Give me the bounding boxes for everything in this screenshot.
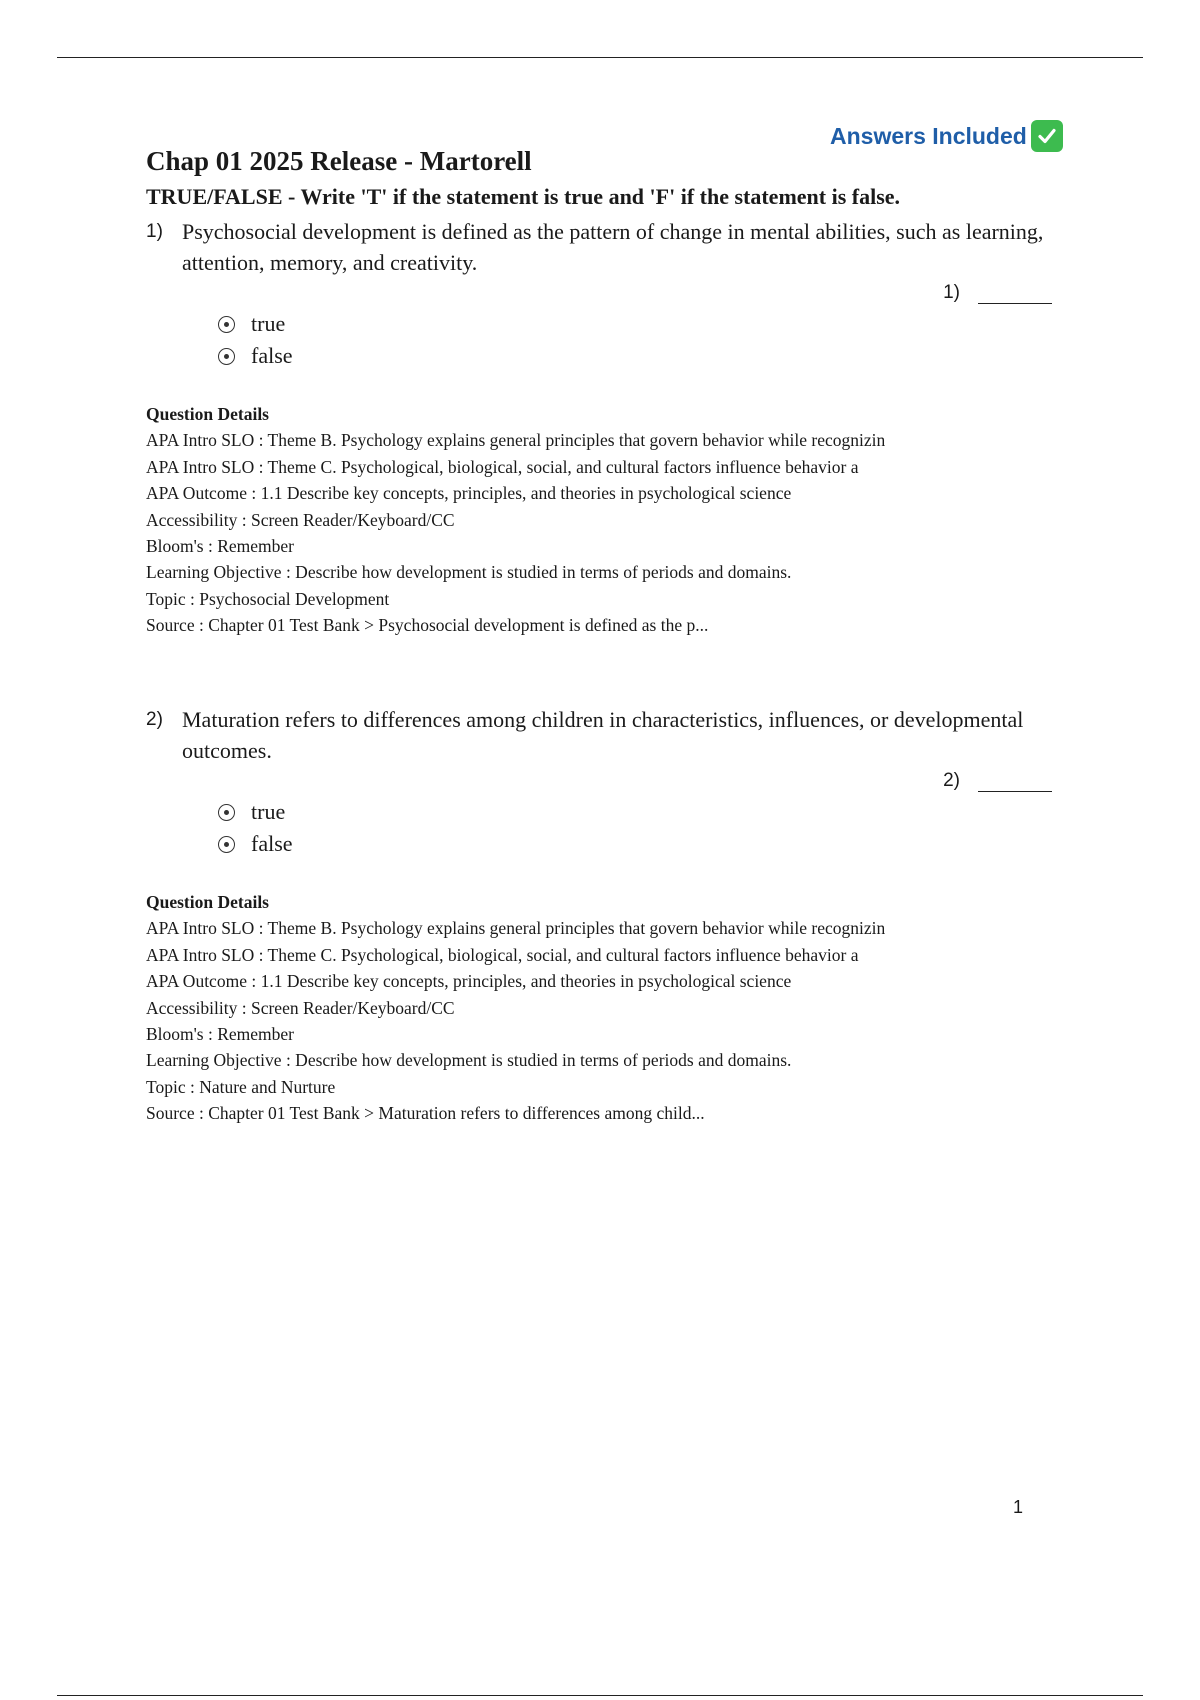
details-learning-objective: Learning Objective : Describe how development is studied in terms of periods and domains. xyxy=(146,562,792,583)
details-accessibility: Accessibility : Screen Reader/Keyboard/CC xyxy=(146,509,455,530)
badge-label: Answers Included xyxy=(830,122,1027,149)
details-source: Source : Chapter 01 Test Bank > Psychosocial development is defined as the p... xyxy=(146,615,709,636)
document-title: Chap 01 2025 Release - Martorell xyxy=(146,146,532,176)
option-label: false xyxy=(251,831,293,856)
option-label: true xyxy=(251,799,286,824)
question-header xyxy=(146,704,1066,766)
details-blooms: Bloom's : Remember xyxy=(146,536,294,557)
question-number: 1) xyxy=(146,221,163,242)
details-apa-slo-b: APA Intro SLO : Theme B. Psychology explains general principles that govern behavior while recognizin xyxy=(146,430,886,451)
answer-label: 1) xyxy=(943,282,960,303)
option-true[interactable] xyxy=(218,796,293,828)
details-heading: Question Details xyxy=(146,892,269,912)
answer-options xyxy=(218,308,293,372)
details-apa-slo-c: APA Intro SLO : Theme C. Psychological, biological, social, and cultural factors influence behavior a xyxy=(146,944,859,965)
answer-blank[interactable] xyxy=(978,285,1052,304)
answer-blank[interactable] xyxy=(978,773,1052,792)
top-rule xyxy=(57,57,1143,58)
question-2 xyxy=(146,704,1066,1124)
page-number: 1 xyxy=(1013,1497,1024,1517)
option-false[interactable] xyxy=(218,340,293,372)
answer-options xyxy=(218,796,293,860)
details-source: Source : Chapter 01 Test Bank > Maturation refers to differences among child... xyxy=(146,1103,705,1124)
details-blooms: Bloom's : Remember xyxy=(146,1024,294,1045)
question-header xyxy=(146,216,1066,278)
option-false[interactable] xyxy=(218,828,293,860)
details-apa-slo-b: APA Intro SLO : Theme B. Psychology explains general principles that govern behavior while recognizin xyxy=(146,918,886,939)
option-true[interactable] xyxy=(218,308,293,340)
details-heading: Question Details xyxy=(146,404,269,424)
details-topic: Topic : Psychosocial Development xyxy=(146,588,390,609)
question-number: 2) xyxy=(146,709,163,730)
question-details xyxy=(146,401,885,639)
question-1 xyxy=(146,216,1066,636)
details-apa-slo-c: APA Intro SLO : Theme C. Psychological, biological, social, and cultural factors influence behavior a xyxy=(146,456,859,477)
radio-icon[interactable] xyxy=(218,804,235,821)
details-apa-outcome: APA Outcome : 1.1 Describe key concepts, principles, and theories in psychological science xyxy=(146,483,792,504)
details-topic: Topic : Nature and Nurture xyxy=(146,1076,336,1097)
check-mark-icon xyxy=(1031,120,1063,152)
radio-icon[interactable] xyxy=(218,836,235,853)
details-learning-objective: Learning Objective : Describe how development is studied in terms of periods and domains. xyxy=(146,1050,792,1071)
option-label: true xyxy=(251,311,286,336)
answer-slot xyxy=(943,770,1052,792)
radio-icon[interactable] xyxy=(218,348,235,365)
section-instructions: TRUE/FALSE - Write 'T' if the statement is true and 'F' if the statement is false. xyxy=(146,184,901,209)
question-text: Maturation refers to differences among children in characteristics, influences, or developmental outcomes. xyxy=(182,707,1024,763)
answers-included-badge xyxy=(830,120,1063,152)
details-accessibility: Accessibility : Screen Reader/Keyboard/CC xyxy=(146,997,455,1018)
option-label: false xyxy=(251,343,293,368)
question-details xyxy=(146,889,885,1127)
answer-slot xyxy=(943,282,1052,304)
bottom-rule xyxy=(57,1695,1143,1696)
details-apa-outcome: APA Outcome : 1.1 Describe key concepts, principles, and theories in psychological science xyxy=(146,971,792,992)
question-text: Psychosocial development is defined as the pattern of change in mental abilities, such as learning, attention, memory, and creativity. xyxy=(182,219,1044,275)
answer-label: 2) xyxy=(943,770,960,791)
radio-icon[interactable] xyxy=(218,316,235,333)
